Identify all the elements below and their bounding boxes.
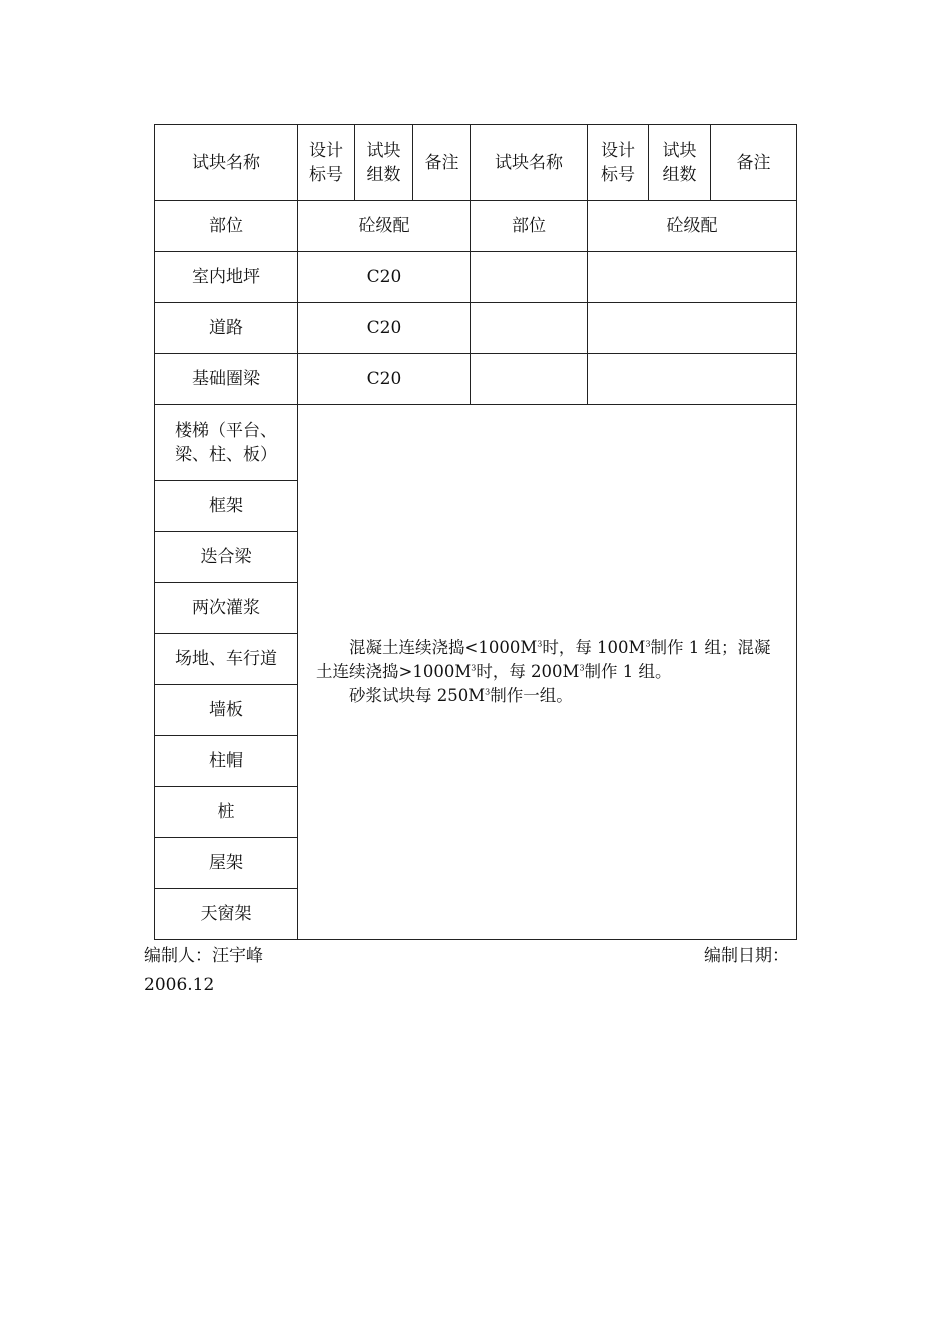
date-value: 2006.12 xyxy=(144,975,215,995)
left-item: 桩 xyxy=(155,787,298,838)
subheader-part-1: 部位 xyxy=(155,201,298,252)
row-grade-right-empty xyxy=(588,252,797,303)
subheader-mix-2: 砼级配 xyxy=(588,201,797,252)
left-item: 场地、车行道 xyxy=(155,634,298,685)
author-label: 编制人：汪宇峰 xyxy=(144,946,263,966)
row-grade: C20 xyxy=(298,303,471,354)
header-design-1: 设计 标号 xyxy=(298,125,355,201)
date-label: 编制日期： xyxy=(704,946,789,966)
row-grade-right-empty xyxy=(588,303,797,354)
row-part: 室内地坪 xyxy=(155,252,298,303)
note-mortar: 砂浆试块每 $250M^3$制作一组。 xyxy=(349,686,573,705)
header-remark-1: 备注 xyxy=(413,125,471,201)
row-grade: C20 xyxy=(298,252,471,303)
header-design-2: 设计 标号 xyxy=(588,125,649,201)
left-item: 柱帽 xyxy=(155,736,298,787)
sampling-note xyxy=(298,405,797,940)
row-grade: C20 xyxy=(298,354,471,405)
table-row xyxy=(155,405,797,481)
header-groups-1: 试块 组数 xyxy=(355,125,413,201)
left-item-stairs: 楼梯（平台、 梁、柱、板） xyxy=(155,405,298,481)
left-item: 迭合梁 xyxy=(155,532,298,583)
left-item: 两次灌浆 xyxy=(155,583,298,634)
note-concrete: 混凝土连续浇捣$<1000M^3$时，每 $100M^3$制作 1 组；混凝土连续浇捣$>1000M^3$时，每 $200M^3$制作 1 组。 xyxy=(316,638,771,681)
table-row xyxy=(155,303,797,354)
table-row xyxy=(155,354,797,405)
subheader-mix-1: 砼级配 xyxy=(298,201,471,252)
subheader-part-2: 部位 xyxy=(471,201,588,252)
header-name-2: 试块名称 xyxy=(471,125,588,201)
row-part-right-empty xyxy=(471,303,588,354)
subheader-row xyxy=(155,201,797,252)
header-name-1: 试块名称 xyxy=(155,125,298,201)
left-item: 墙板 xyxy=(155,685,298,736)
header-groups-2: 试块 组数 xyxy=(649,125,711,201)
row-part: 基础圈梁 xyxy=(155,354,298,405)
row-part-right-empty xyxy=(471,354,588,405)
left-item: 天窗架 xyxy=(155,889,298,940)
header-row xyxy=(155,125,797,201)
concrete-sample-table xyxy=(154,124,797,940)
table-row xyxy=(155,252,797,303)
left-item: 框架 xyxy=(155,481,298,532)
row-grade-right-empty xyxy=(588,354,797,405)
header-remark-2: 备注 xyxy=(711,125,797,201)
row-part-right-empty xyxy=(471,252,588,303)
left-item: 屋架 xyxy=(155,838,298,889)
row-part: 道路 xyxy=(155,303,298,354)
